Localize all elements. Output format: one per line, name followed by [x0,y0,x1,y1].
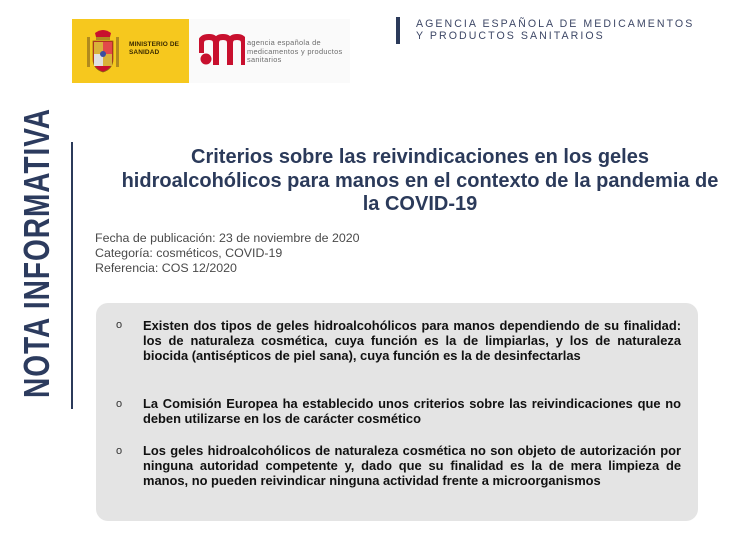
nota-informativa-text: NOTA INFORMATIVA [16,107,57,398]
bullet-marker: o [116,445,123,457]
agency-name-line-1: AGENCIA ESPAÑOLA DE MEDICAMENTOS [416,18,695,30]
side-divider [71,142,73,409]
agency-name [416,18,736,42]
agency-logo-text: agencia española de medicamentos y productos sanitarios [247,38,343,65]
document-meta [95,231,360,276]
agency-name-line-2: Y PRODUCTOS SANITARIOS [416,30,605,42]
category: Categoría: cosméticos, COVID-19 [95,246,283,260]
coat-of-arms-icon [86,27,120,75]
publication-date: Fecha de publicación: 23 de noviembre de 2020 [95,231,360,245]
bullet-marker: o [116,319,123,331]
aemps-logo-icon [199,33,245,67]
header-divider [396,17,400,44]
bullet-marker: o [116,398,123,410]
header-logos [72,19,350,83]
agency-logo [189,19,350,83]
summary-item: La Comisión Europea ha establecido unos criterios sobre las reivindicaciones que no deben utilizarse en los de carácter cosmético [143,396,681,426]
ministry-logo [72,19,189,83]
summary-item: Existen dos tipos de geles hidroalcohólicos para manos dependiendo de su finalidad: los de naturaleza cosmética, cuya función es la de limpiarlas, y los de naturaleza biocida (antisépticos de piel sana), cuya función es la de desinfectarlas [143,318,681,363]
summary-box [96,303,698,521]
reference: Referencia: COS 12/2020 [95,261,237,275]
ministry-logo-text: MINISTERIO DE SANIDAD [129,41,180,56]
summary-item: Los geles hidroalcohólicos de naturaleza cosmética no son objeto de autorización por ninguna autoridad competente y, dado que su finalidad es la de mera limpieza de manos, no pueden reivindicar ninguna actividad frente a microorganismos [143,443,681,488]
nota-informativa-label [10,107,64,398]
document-title: Criterios sobre las reivindicaciones en los geles hidroalcohólicos para manos en el contexto de la pandemia de la COVID-19 [121,146,719,215]
